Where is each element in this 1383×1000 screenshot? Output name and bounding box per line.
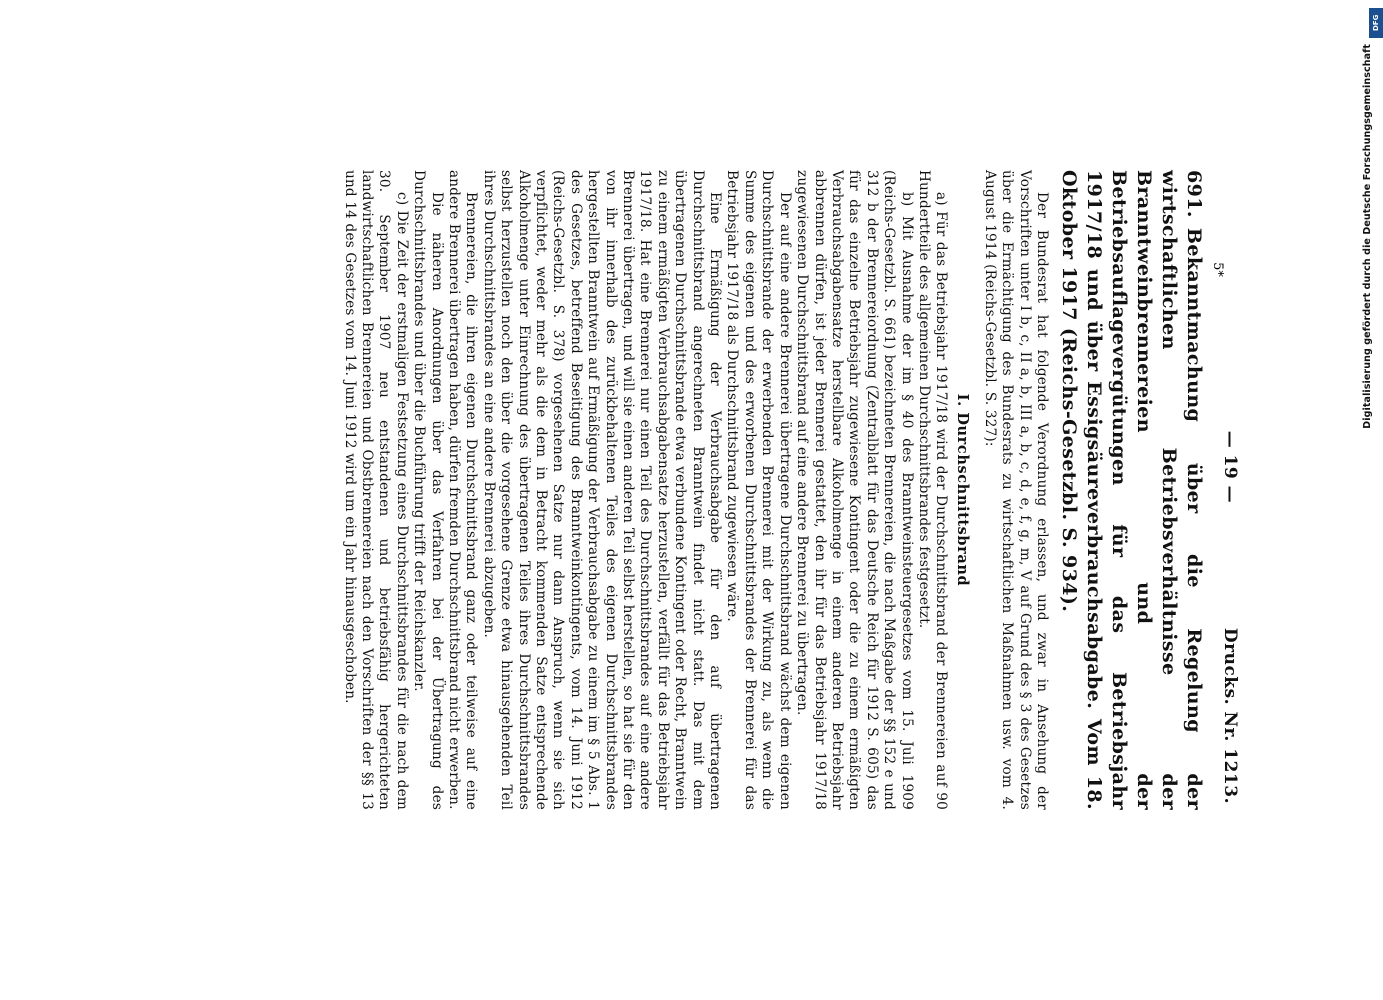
- document-body: [340, 170, 1050, 810]
- announcement-title: [1056, 170, 1206, 810]
- signature-mark: 5*: [1209, 262, 1225, 277]
- announcement-number: 691.: [1183, 170, 1205, 218]
- paragraph: c) Die Zeit der erstmaligen Festsetzung eines Durchschnittsbrandes für die nach dem 30. September 1907 neu entstandenen und betriebsfähig hergerichteten landwirtschaftlichen Brennereien und Obstbrennereien nach den Vorschriften der §§ 13 und 14 des Gesetzes vom 14. Juni 1912 wird um ein Jahr hinausgeschoben.: [341, 170, 410, 810]
- paragraph: Der auf eine andere Brennerei übertragene Durchschnittsbrand wächst dem eigenen Durchschnittsbrande der erwerbenden Brennerei mit der Wirkung zu, als wenn die Summe des eigenen und des erworbenen Durchschnittsbrandes der Brennerei für das Betriebsjahr 1917/18 als Durchschnittsbrand zugewiesen wäre.: [724, 170, 793, 810]
- paragraph: Die näheren Anordnungen über das Verfahren bei der Übertragung des Durchschnittsbrandes und über die Buchführung trifft der Reichskanzler.: [411, 170, 445, 810]
- section-heading: I. Durchschnittsbrand: [954, 393, 972, 587]
- paragraph: a) Für das Betriebsjahr 1917/18 wird der Durchschnittsbrand der Brennereien auf 90 Hundertteile des allgemeinen Durchschnittsbrandes festgesetzt.: [915, 170, 950, 810]
- print-reference: Drucks. Nr. 1213.: [1220, 627, 1240, 804]
- page-number: — 19 —: [1220, 430, 1240, 504]
- rotated-document-page: [120, 170, 1240, 810]
- intro-paragraph: Der Bundesrat hat folgende Verordnung erlassen, und zwar in Ansehung der Vorschriften unter I b, c, II a, b, III a, b, c, d, e, f, g, m, V auf Grund des § 3 des Gesetzes über die Ermächtigung des Bundesrats zu wirtschaftlichen Maßnahmen usw. vom 4. August 1914 (Reichs-Gesetzbl. S. 327):: [981, 170, 1050, 810]
- paragraph: Brennereien, die ihren eigenen Durchschnittsbrand ganz oder teilweise auf eine andere Brennerei übertragen haben, dürfen fremden Durchschnittsbrand nicht erwerben.: [446, 170, 480, 810]
- digitization-credit: Digitalisierung gefördert durch die Deutsche Forschungsgemeinschaft: [1362, 44, 1373, 429]
- paragraph: Eine Ermäßigung der Verbrauchsabgabe für den auf übertragenen Durchschnittsbrand angerechneten Branntwein findet nicht statt. Das mit dem übertragenen Durchschnittsbrande etwa verbundene Kontingent oder Recht, Branntwein zu einem ermäßigten Verbrauchsabgabensatze herzustellen, verfällt für das Betriebsjahr 1917/18. Hat eine Brennerei nur einen Teil des Durchschnittsbrandes auf eine andere Brennerei übertragen, und will sie einen anderen Teil selbst herstellen, so hat sie für den von ihr innerhalb des zurückbehaltenen Teiles des eigenen Durchschnittsbrandes hergestellten Branntwein auf Ermäßigung der Verbrauchsabgabe zu einem im § 5 Abs. 1 des Gesetzes, betreffend Beseitigung des Branntweinkontingents, vom 14. Juni 1912 (Reichs-Gesetzbl. S. 378) vorgesehenen Satze nur dann Anspruch, wenn sie sich verpflichtet, weder mehr als die dem in Betracht kommenden Satze entsprechende Alkoholmenge unter Einrechnung des übertragenen Teiles ihres Durchschnittsbrandes selbst herzustellen noch den über die vorgesehene Grenze etwa hinausgehenden Teil ihres Durchschnittsbrandes an eine andere Brennerei abzugeben.: [480, 170, 724, 810]
- announcement-title-text: Bekanntmachung über die Regelung der wirtschaftlichen Betriebsverhältnisse der Branntweinbrennereien und der Betriebsauflagevergütungen für das Betriebsjahr 1917/18 und über Essigsäureverbrauchsabgabe. Vom 18. Oktober 1917 (Reichs-Gesetzbl. S. 934).: [1058, 170, 1205, 810]
- dfg-logo: DFG: [1369, 8, 1383, 38]
- paragraph: b) Mit Ausnahme der im § 40 des Branntweinsteuergesetzes vom 15. Juli 1909 (Reichs-Gesetzbl. S. 661) bezeichneten Brennereien, die nach Maßgabe der §§ 152 e und 312 b der Brennereiordnung (Zentralblatt für das Deutsche Reich für 1912 S. 605) das für das einzelne Betriebsjahr zugewiesene Kontingent oder die zu einem ermäßigten Verbrauchsabgabensatze herstellbare Alkoholmenge in einem anderen Betriebsjahr abbrennen dürfen, ist jeder Brennerei gestattet, den ihr für das Betriebsjahr 1917/18 zugewiesenen Durchschnittsbrand auf eine andere Brennerei zu übertragen.: [794, 170, 915, 810]
